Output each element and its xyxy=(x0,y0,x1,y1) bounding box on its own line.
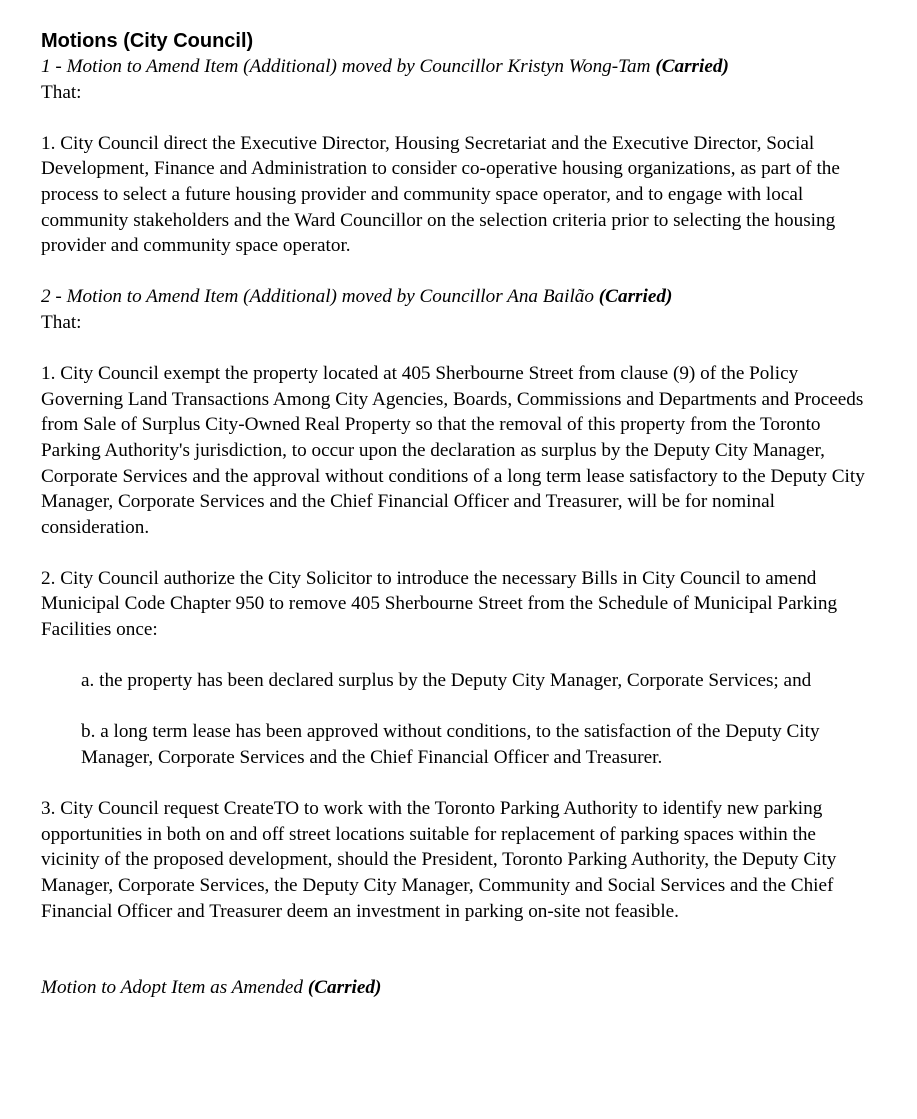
motion-1-status: (Carried) xyxy=(655,56,729,77)
motion-2-item-2b xyxy=(81,719,871,770)
motion-2-title xyxy=(41,284,871,310)
motion-1-title xyxy=(41,54,871,80)
final-motion-title: Motion to Adopt Item as Amended xyxy=(41,977,304,999)
section-heading: Motions (City Council) xyxy=(41,30,254,52)
motions-document xyxy=(41,28,871,1001)
motion-1-that: That: xyxy=(41,81,82,103)
final-motion-status: (Carried) xyxy=(307,977,382,999)
final-motion xyxy=(41,975,871,1001)
motion-1-title-text: 1 - Motion to Amend Item (Additional) moved by Councillor Kristyn Wong-Tam xyxy=(41,56,651,77)
motion-2-item-1: 1. City Council exempt the property located at 405 Sherbourne Street from clause (9) of the Policy Governing Land Transactions Among City Agencies, Boards, Commissions and Departments and Proceeds from Sale of Surplus City-Owned Real Property so that the removal of this property from the Toronto Parking Authority's jurisdiction, to occur upon the declaration as surplus by the Deputy City Manager, Corporate Services and the approval without conditions of a long term lease satisfactory to the Deputy City Manager, Corporate Services and the Chief Financial Officer and Treasurer, will be for nominal consideration. xyxy=(41,363,865,538)
motion-1-item-1: 1. City Council direct the Executive Director, Housing Secretariat and the Executive Director, Social Development, Finance and Administration to consider co-operative housing organizations, as part of the process to select a future housing provider and community space operator, and to engage with local community stakeholders and the Ward Councillor on the selection criteria prior to selecting the housing provider and community space operator. xyxy=(41,132,840,257)
motion-2-that: That: xyxy=(41,311,82,333)
motion-2-item-2a: a. the property has been declared surplus by the Deputy City Manager, Corporate Services; and xyxy=(81,670,812,692)
motion-2-item-2b-line1: b. a long term lease has been approved without conditions, to the satisfaction of the Deputy City xyxy=(81,721,820,743)
motion-2-status: (Carried) xyxy=(598,286,673,308)
motion-2-item-3: 3. City Council request CreateTO to work with the Toronto Parking Authority to identify new parking opportunities in both on and off street locations suitable for replacement of parking spaces within the vicinity of the proposed development, should the President, Toronto Parking Authority, the Deputy City Manager, Corporate Services, the Deputy City Manager, Community and Social Services and the Chief Financial Officer and Treasurer deem an investment in parking on-site not feasible. xyxy=(41,798,837,922)
motion-2-item-2: 2. City Council authorize the City Solicitor to introduce the necessary Bills in City Council to amend Municipal Code Chapter 950 to remove 405 Sherbourne Street from the Schedule of Municipal Parking Facilities once: xyxy=(41,567,838,641)
motion-2-item-2b-line2: Manager, Corporate Services and the Chief Financial Officer and Treasurer. xyxy=(81,747,663,769)
motion-2-title-text: 2 - Motion to Amend Item (Additional) moved by Councillor Ana Bailão xyxy=(41,286,594,308)
